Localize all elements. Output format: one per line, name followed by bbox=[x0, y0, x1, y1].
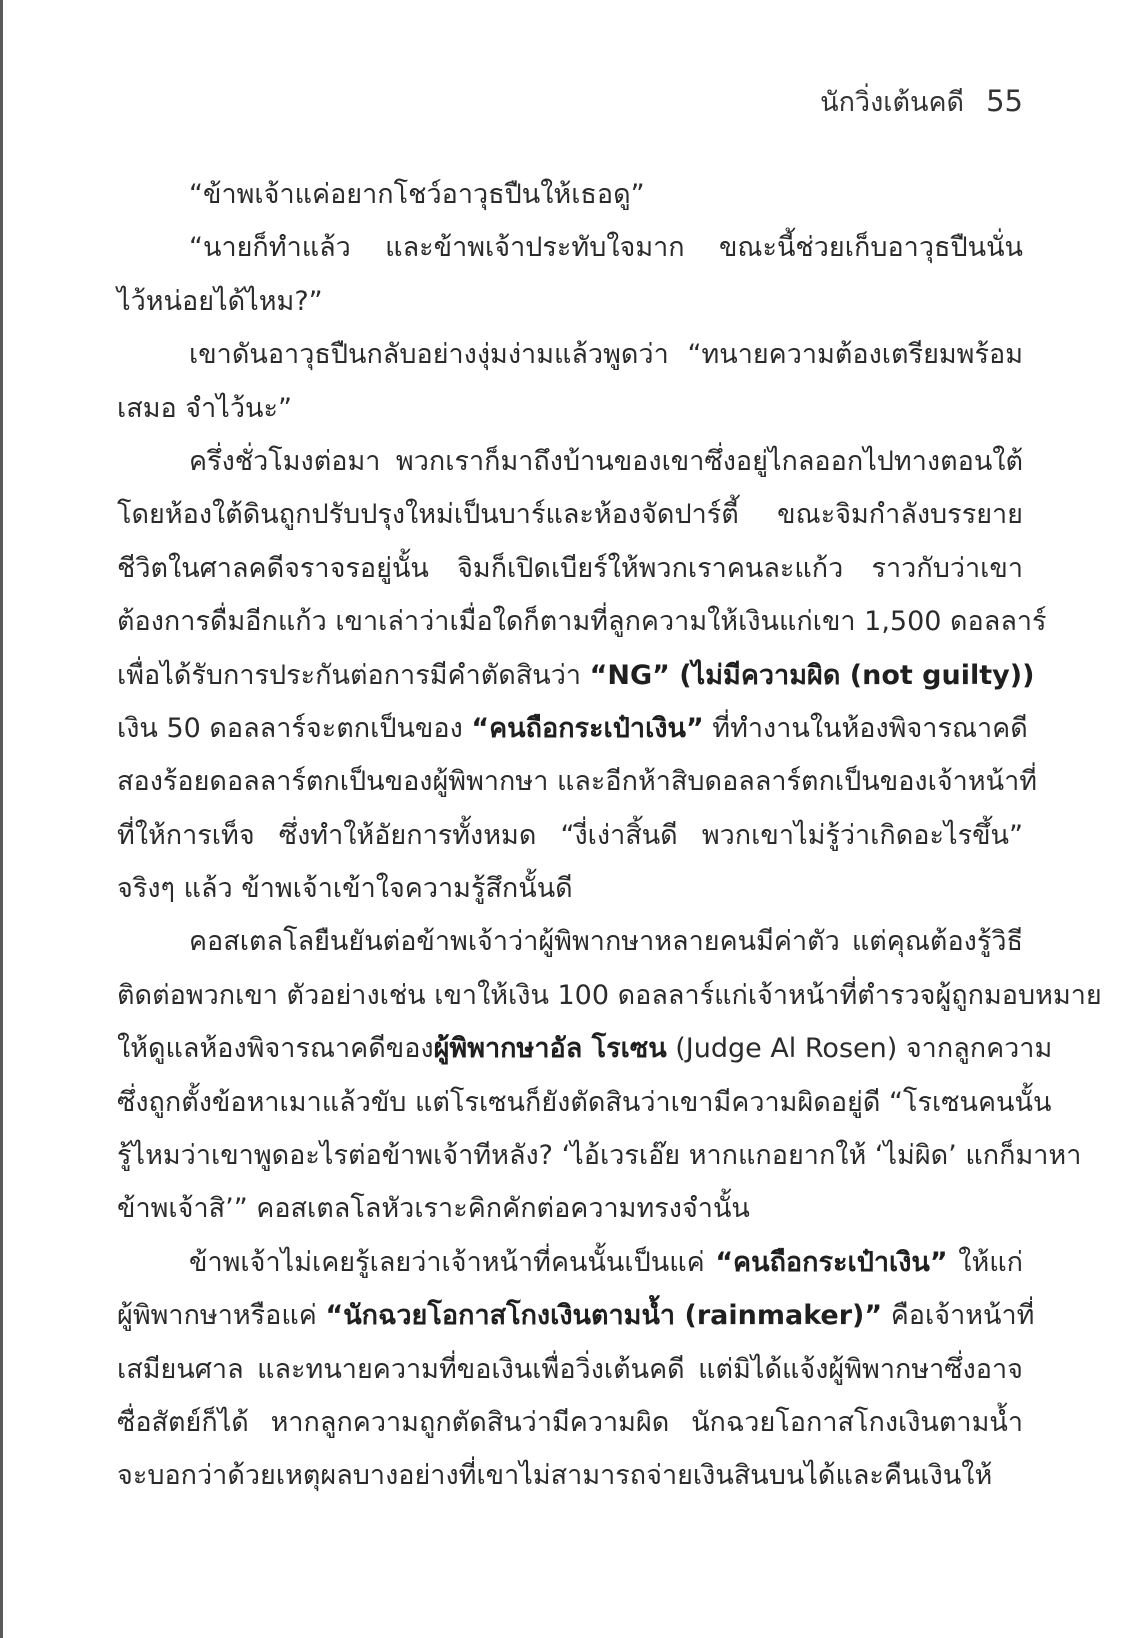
bold-term: “NG” (ไม่มีความผิด (not guilty)) bbox=[589, 659, 1035, 691]
text-run: เสมอ จำไว้นะ” bbox=[117, 392, 292, 424]
text-line bbox=[117, 221, 1023, 274]
text-line bbox=[117, 1396, 1023, 1449]
text-line bbox=[117, 862, 1023, 915]
text-run: ข้าพเจ้าไม่เคยรู้เลยว่าเจ้าหน้าที่คนนั้นเป็นแค่ bbox=[189, 1246, 716, 1278]
text-line bbox=[117, 435, 1023, 488]
text-run: ไว้หน่อยได้ไหม?” bbox=[117, 285, 323, 317]
bold-term: “คนถือกระเป๋าเงิน” bbox=[471, 712, 704, 744]
text-run: ชีวิตในศาลคดีจราจรอยู่นั้น จิมก็เปิดเบียร์ให้พวกเราคนละแก้ว ราวกับว่าเขา bbox=[117, 552, 1023, 584]
text-run: คอสเตลโลยืนยันต่อข้าพเจ้าว่าผู้พิพากษาหลายคนมีค่าตัว แต่คุณต้องรู้วิธี bbox=[189, 926, 1023, 958]
text-run: ต้องการดื่มอีกแก้ว เขาเล่าว่าเมื่อใดก็ตามที่ลูกความให้เงินแก่เขา 1,500 ดอลลาร์ bbox=[117, 606, 1047, 638]
text-run: ซื่อสัตย์ก็ได้ หากลูกความถูกตัดสินว่ามีความผิด นักฉวยโอกาสโกงเงินตามน้ำ bbox=[117, 1406, 1023, 1438]
text-run: เงิน 50 ดอลลาร์จะตกเป็นของ bbox=[117, 712, 472, 744]
text-run: ข้าพเจ้าสิ’” คอสเตลโลหัวเราะคิกคักต่อความทรงจำนั้น bbox=[117, 1193, 750, 1225]
text-run: ให้ดูแลห้องพิจารณาคดีของ bbox=[117, 1033, 434, 1065]
bold-term: “คนถือกระเป๋าเงิน” bbox=[715, 1246, 948, 1278]
text-run: สองร้อยดอลลาร์ตกเป็นของผู้พิพากษา และอีกห้าสิบดอลลาร์ตกเป็นของเจ้าหน้าที่ bbox=[117, 766, 1038, 798]
text-line bbox=[117, 915, 1023, 968]
page-number: 55 bbox=[986, 84, 1023, 118]
page-edge-border bbox=[0, 0, 3, 1638]
text-run: ติดต่อพวกเขา ตัวอย่างเช่น เขาให้เงิน 100 ดอลลาร์แก่เจ้าหน้าที่ตำรวจผู้ถูกมอบหมาย bbox=[117, 979, 1102, 1011]
text-run: เขาดันอาวุธปืนกลับอย่างงุ่มง่ามแล้วพูดว่า “ทนายความต้องเตรียมพร้อม bbox=[189, 339, 1023, 371]
text-line bbox=[117, 168, 1023, 221]
running-title: นักวิ่งเต้นคดี bbox=[820, 87, 965, 118]
text-line bbox=[117, 328, 1023, 381]
text-run: “ข้าพเจ้าแค่อยากโชว์อาวุธปืนให้เธอดู” bbox=[189, 179, 645, 210]
text-run: จริงๆ แล้ว ข้าพเจ้าเข้าใจความรู้สึกนั้นดี bbox=[117, 873, 573, 905]
text-line bbox=[117, 755, 1038, 808]
text-run: (Judge Al Rosen) จากลูกความ bbox=[666, 1033, 1053, 1065]
text-line bbox=[117, 1076, 1052, 1129]
text-line bbox=[117, 702, 1028, 755]
running-header bbox=[820, 80, 1023, 123]
text-line bbox=[117, 595, 1047, 648]
text-line bbox=[117, 1182, 1023, 1235]
text-run: ที่ให้การเท็จ ซึ่งทำให้อัยการทั้งหมด “งี่เง่าสิ้นดี พวกเขาไม่รู้ว่าเกิดอะไรขึ้น” bbox=[117, 819, 1023, 851]
text-line bbox=[117, 1343, 1023, 1396]
text-line bbox=[117, 542, 1023, 595]
text-line bbox=[117, 382, 1023, 435]
text-run: โดยห้องใต้ดินถูกปรับปรุงใหม่เป็นบาร์และห้องจัดปาร์ตี้ ขณะจิมกำลังบรรยาย bbox=[117, 499, 1023, 531]
text-line bbox=[117, 1236, 1023, 1289]
text-run: เพื่อได้รับการประกันต่อการมีคำตัดสินว่า bbox=[117, 659, 590, 691]
text-run: จะบอกว่าด้วยเหตุผลบางอย่างที่เขาไม่สามารถจ่ายเงินสินบนได้และคืนเงินให้ bbox=[117, 1460, 993, 1492]
text-run: รู้ไหมว่าเขาพูดอะไรต่อข้าพเจ้าทีหลัง? ‘ไอ้เวรเอ๊ย หากแกอยากให้ ‘ไม่ผิด’ แกก็มาหา bbox=[117, 1140, 1082, 1172]
text-line bbox=[117, 1289, 1035, 1342]
text-run: ผู้พิพากษาหรือแค่ bbox=[117, 1300, 326, 1332]
body-text bbox=[117, 168, 1102, 1503]
text-run: คือเจ้าหน้าที่ bbox=[882, 1300, 1035, 1332]
text-line bbox=[117, 275, 1023, 328]
bold-term: ผู้พิพากษาอัล โรเซน bbox=[433, 1033, 667, 1065]
text-run: ให้แก่ bbox=[947, 1246, 1023, 1278]
text-line bbox=[117, 1022, 1053, 1075]
text-run: ที่ทำงานในห้องพิจารณาคดี bbox=[703, 712, 1028, 744]
text-line bbox=[117, 809, 1023, 862]
bold-term: “นักฉวยโอกาสโกงเงินตามน้ำ (rainmaker)” bbox=[325, 1300, 883, 1332]
text-run: ครึ่งชั่วโมงต่อมา พวกเราก็มาถึงบ้านของเขาซึ่งอยู่ไกลออกไปทางตอนใต้ bbox=[189, 445, 1023, 477]
text-line bbox=[117, 969, 1102, 1022]
text-run: “นายก็ทำแล้ว และข้าพเจ้าประทับใจมาก ขณะนี้ช่วยเก็บอาวุธปืนนั่น bbox=[189, 232, 1023, 264]
text-run: ซึ่งถูกตั้งข้อหาเมาแล้วขับ แต่โรเซนก็ยังตัดสินว่าเขามีความผิดอยู่ดี “โรเซนคนนั้น bbox=[117, 1086, 1052, 1118]
text-line bbox=[117, 1129, 1082, 1182]
text-line bbox=[117, 488, 1023, 541]
text-line bbox=[117, 1449, 1023, 1502]
text-run: เสมียนศาล และทนายความที่ขอเงินเพื่อวิ่งเต้นคดี แต่มิได้แจ้งผู้พิพากษาซึ่งอาจ bbox=[117, 1353, 1023, 1385]
text-line bbox=[117, 649, 1035, 702]
